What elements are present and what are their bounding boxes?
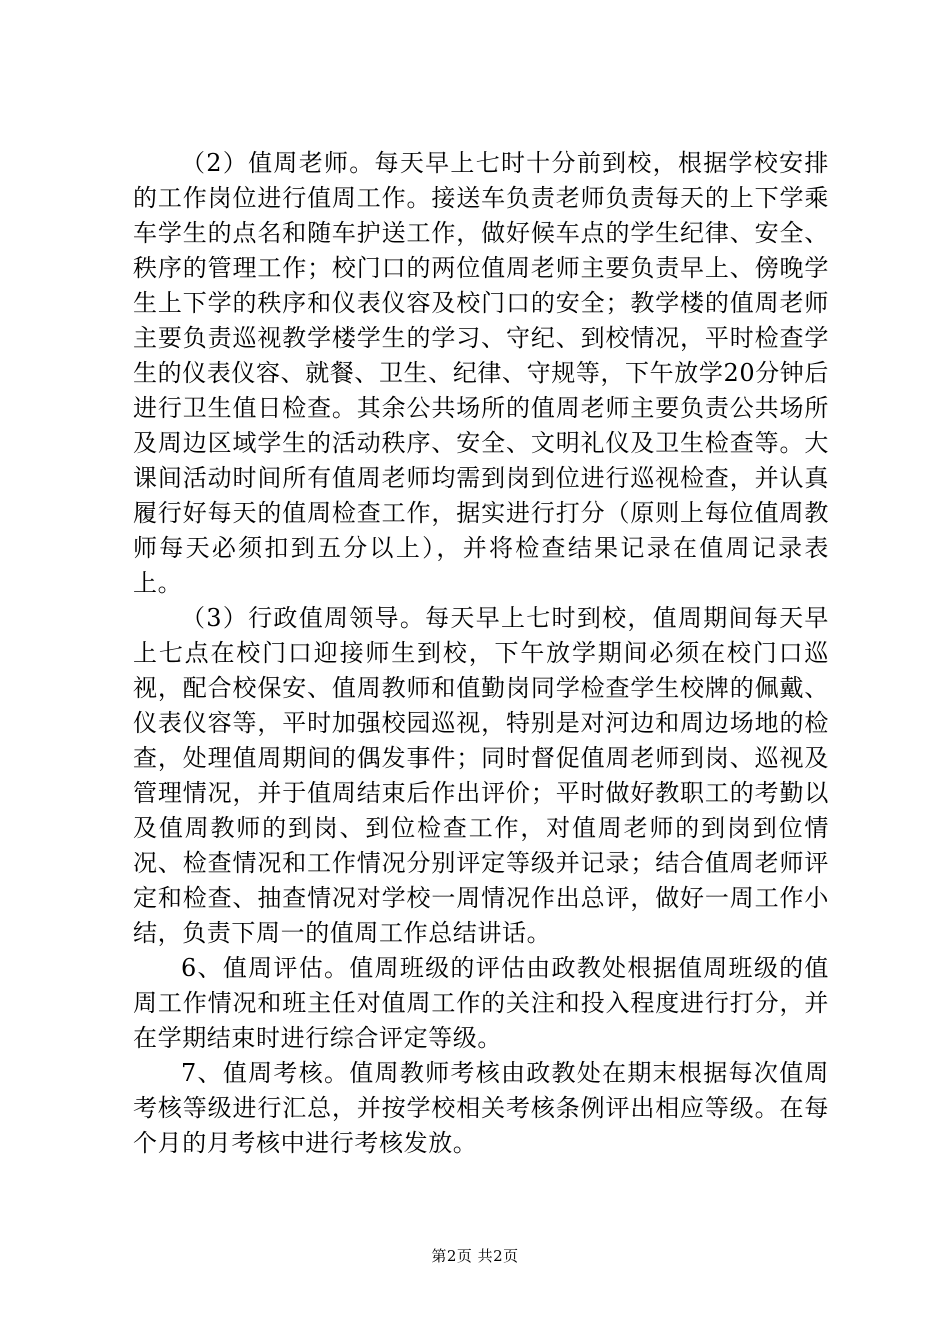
paragraph-duty-assessment: 7、值周考核。值周教师考核由政教处在期末根据每次值周考核等级进行汇总，并按学校相关考核条例评出相应等级。在每个月的月考核中进行考核发放。 bbox=[133, 1059, 829, 1157]
document-body bbox=[133, 146, 829, 1161]
paragraph-admin-duty-leader: （3）行政值周领导。每天早上七时到校，值周期间每天早上七点在校门口迎接师生到校，下午放学期间必须在校门口巡视，配合校保安、值周教师和值勤岗同学检查学生校牌的佩戴、仪表仪容等，平时加强校园巡视，特别是对河边和周边场地的检查，处理值周期间的偶发事件；同时督促值周老师到岗、巡视及管理情况，并于值周结束后作出评价；平时做好教职工的考勤以及值周教师的到岗、到位检查工作，对值周老师的到岗到位情况、检查情况和工作情况分别评定等级并记录；结合值周老师评定和检查、抽查情况对学校一周情况作出总评，做好一周工作小结，负责下周一的值周工作总结讲话。 bbox=[133, 604, 829, 947]
paragraph-duty-teacher: （2）值周老师。每天早上七时十分前到校，根据学校安排的工作岗位进行值周工作。接送车负责老师负责每天的上下学乘车学生的点名和随车护送工作，做好候车点的学生纪律、安全、秩序的管理工作；校门口的两位值周老师主要负责早上、傍晚学生上下学的秩序和仪表仪容及校门口的安全；教学楼的值周老师主要负责巡视教学楼学生的学习、守纪、到校情况，平时检查学生的仪表仪容、就餐、卫生、纪律、守规等，下午放学20分钟后进行卫生值日检查。其余公共场所的值周老师主要负责公共场所及周边区域学生的活动秩序、安全、文明礼仪及卫生检查等。大课间活动时间所有值周老师均需到岗到位进行巡视检查，并认真履行好每天的值周检查工作，据实进行打分（原则上每位值周教师每天必须扣到五分以上），并将检查结果记录在值周记录表上。 bbox=[133, 149, 829, 597]
page-number-footer: 第2页 共2页 bbox=[431, 1247, 519, 1265]
paragraph-duty-evaluation: 6、值周评估。值周班级的评估由政教处根据值周班级的值周工作情况和班主任对值周工作的关注和投入程度进行打分，并在学期结束时进行综合评定等级。 bbox=[133, 954, 829, 1052]
